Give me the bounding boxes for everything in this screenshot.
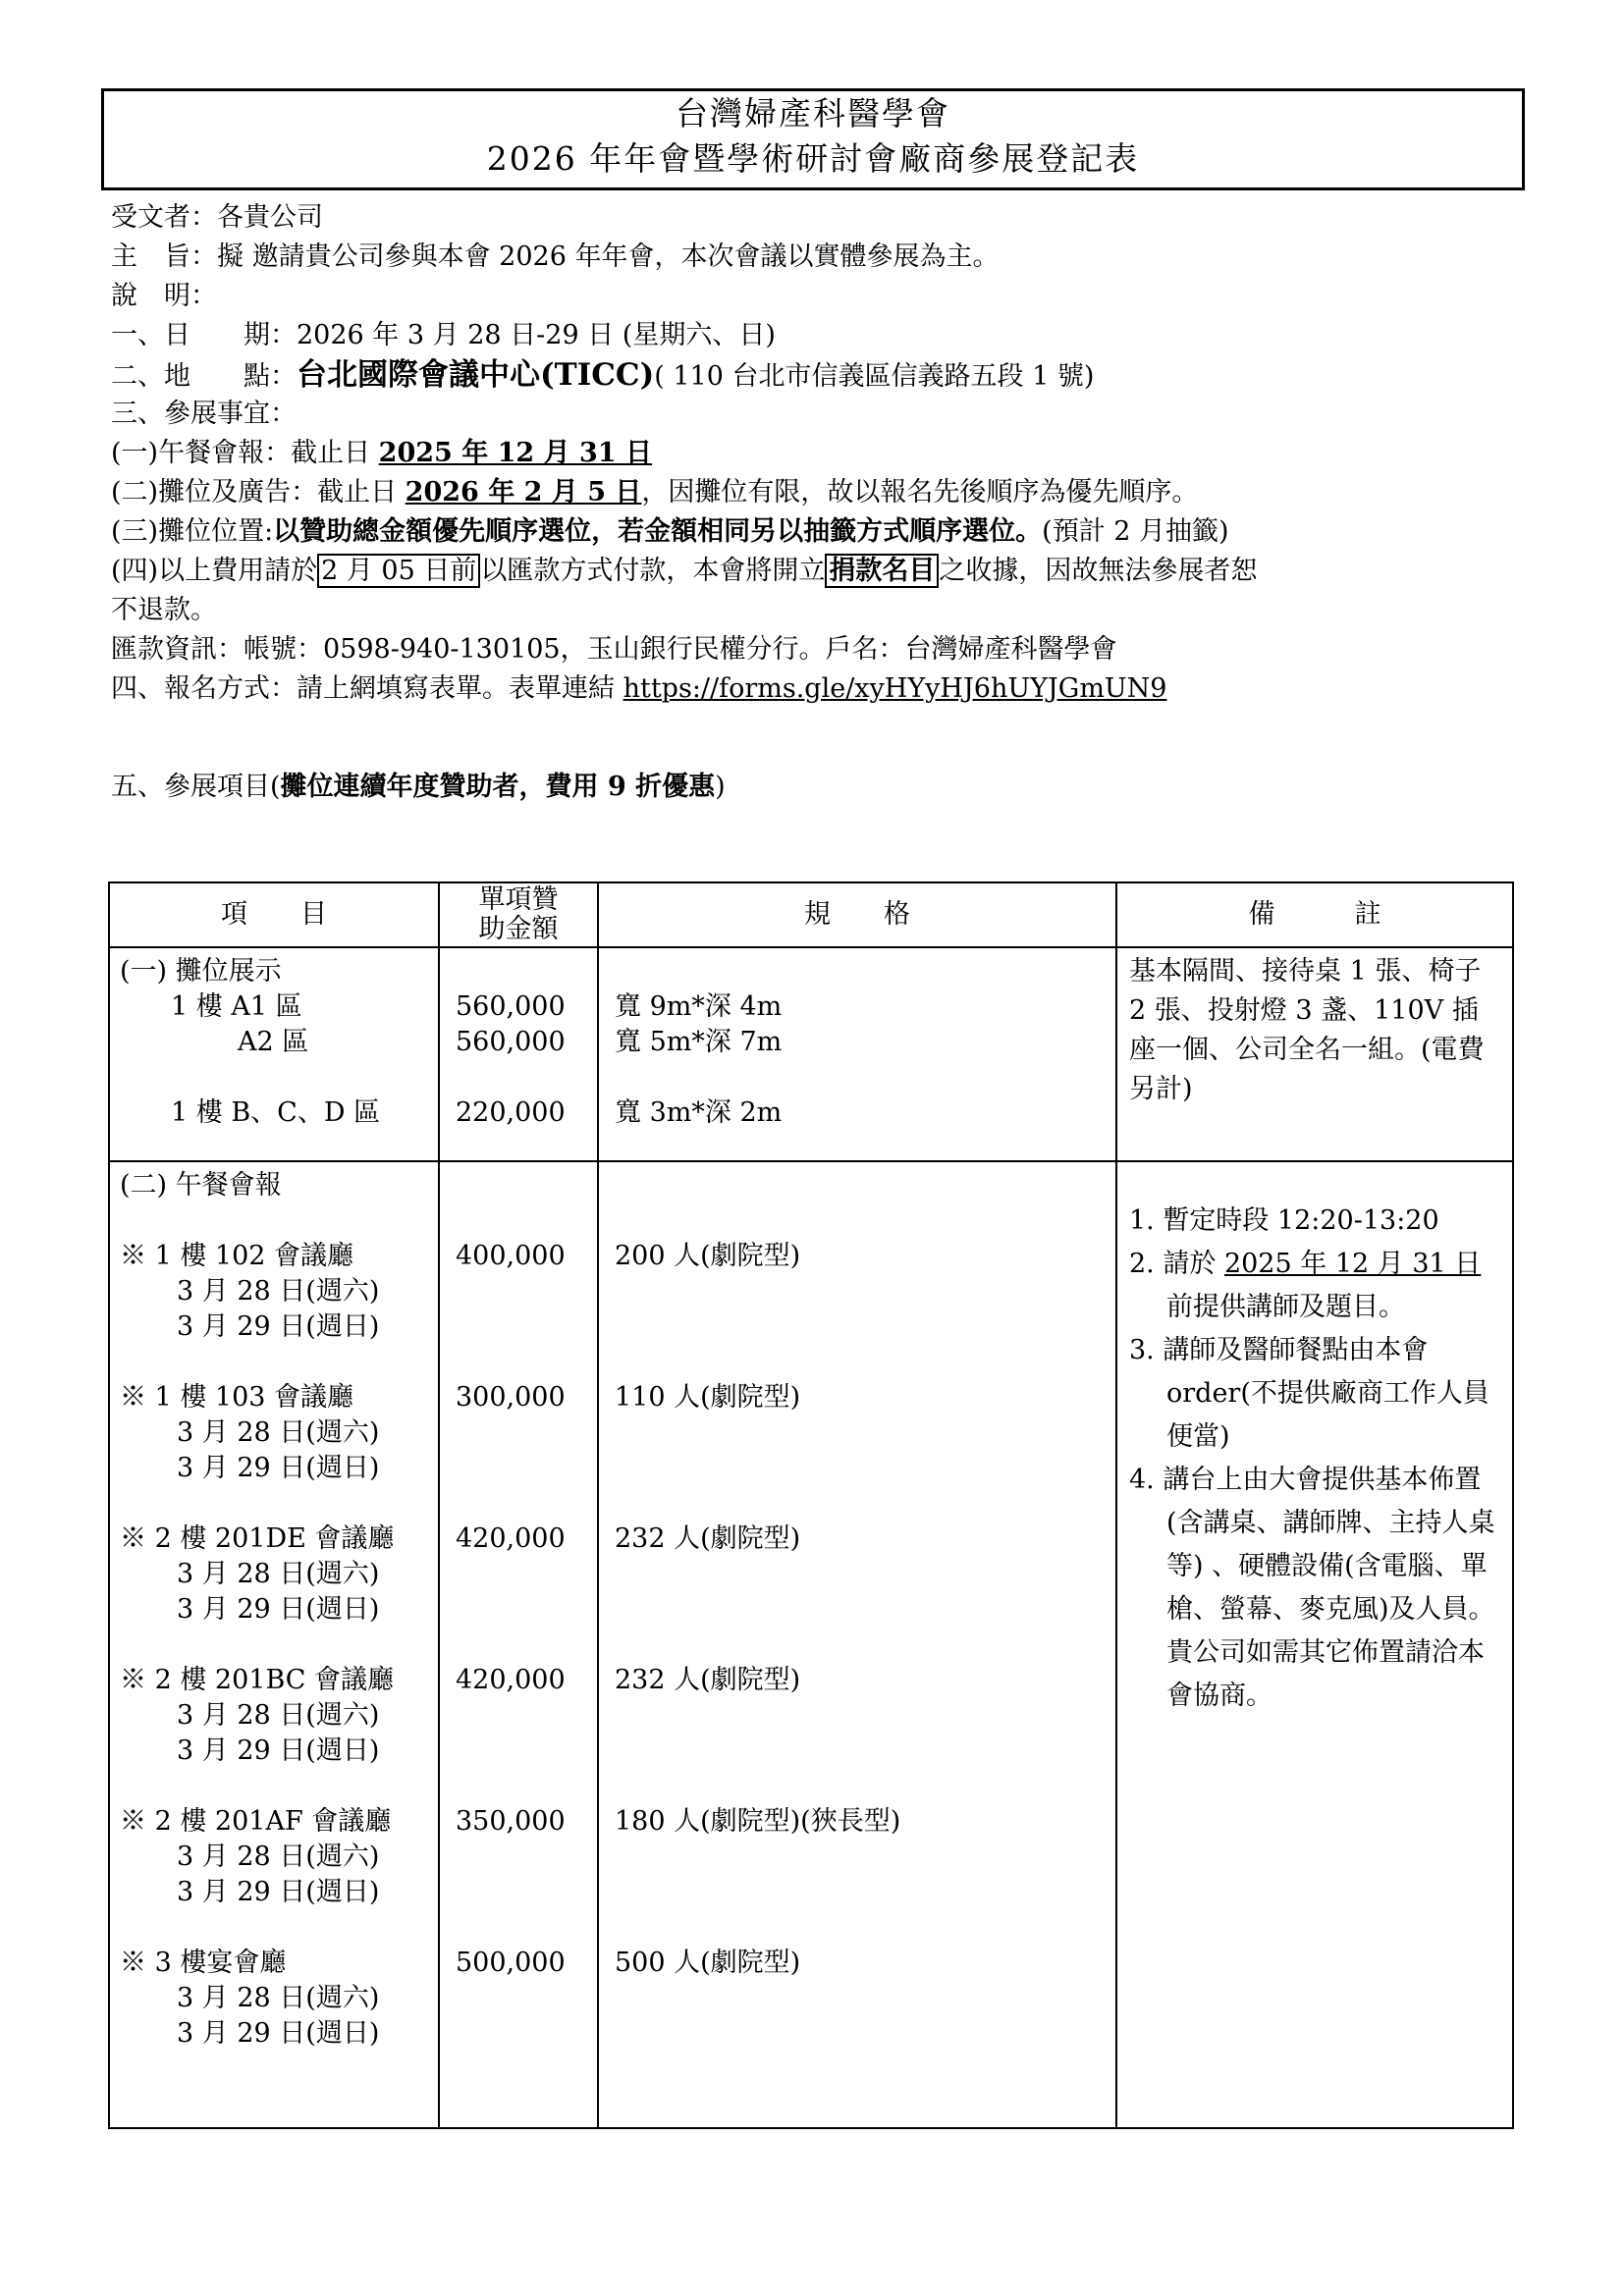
intro-section xyxy=(111,198,1525,807)
payment-line xyxy=(111,552,1525,591)
table-header-row xyxy=(109,882,1513,947)
location-label: 二、地 點： xyxy=(111,361,297,392)
signup-label: 四、報名方式：請上網填寫表單。表單連結 xyxy=(111,673,623,704)
exhibit-header: 三、參展事宜： xyxy=(111,399,297,429)
lunch-remark-4: 4. 講台上由大會提供基本佈置 (含講桌、講師牌、主持人桌等) 、硬體設備(含電腦、單槍、螢幕、麥克風)及人員。貴公司如需其它佈置請洽本會協商。 xyxy=(1129,1465,1495,1711)
booth-position-rule: 以贊助總金額優先順序選位，若金額相同另以抽籤方式順序選位。 xyxy=(273,516,1043,547)
booth-title: (一) 攤位展示 xyxy=(120,956,282,987)
lunch-remark-1: 1. 暫定時段 12:20-13:20 xyxy=(1129,1205,1439,1236)
explain-line: 說 明： xyxy=(111,281,217,311)
room-103-d1: 3 月 28 日(週六) xyxy=(177,1417,380,1448)
room-201bc-amount: 420,000 xyxy=(456,1665,566,1695)
room-102-amount: 400,000 xyxy=(456,1241,566,1271)
booth-a2-amount: 560,000 xyxy=(456,1027,566,1057)
lunch-row xyxy=(109,1161,1513,2128)
room-201bc-spec: 232 人(劇院型) xyxy=(615,1665,801,1695)
signup-line xyxy=(111,669,1525,709)
location-address: ( 110 台北市信義區信義路五段 1 號) xyxy=(654,361,1095,392)
room-201af: ※ 2 樓 201AF 會議廳 xyxy=(120,1806,392,1837)
payment-date: 2 月 05 日前 xyxy=(317,554,480,588)
booth-deadline-note: ，因攤位有限，故以報名先後順序為優先順序。 xyxy=(641,477,1199,507)
room-201af-spec: 180 人(劇院型)(狹長型) xyxy=(615,1806,901,1837)
lunch-spec-cell xyxy=(598,1161,1116,2128)
booth-deadline: 2026 年 2 月 5 日 xyxy=(405,477,642,507)
receipt-type: 捐款名目 xyxy=(825,554,939,588)
room-201af-d2: 3 月 29 日(週日) xyxy=(177,1877,380,1907)
room-103-d2: 3 月 29 日(週日) xyxy=(177,1453,380,1483)
signup-link[interactable]: https://forms.gle/xyHYyHJ6hUYJGmUN9 xyxy=(623,673,1167,704)
booth-blank-amount xyxy=(450,1060,587,1095)
room-201de: ※ 2 樓 201DE 會議廳 xyxy=(120,1523,395,1554)
lunch-remark-2-suffix: 前提供講師及題目。 xyxy=(1166,1292,1405,1322)
lunch-remark-2 xyxy=(1129,1243,1500,1329)
items-header xyxy=(111,768,1525,807)
room-201bc-d2: 3 月 29 日(週日) xyxy=(177,1735,380,1766)
lunch-remark-3: 3. 講師及醫師餐點由本會 order(不提供廠商工作人員便當) xyxy=(1129,1335,1489,1452)
recipient-line: 受文者：各貴公司 xyxy=(111,202,323,233)
items-label: 五、參展項目( xyxy=(111,772,281,802)
booth-amount-cell xyxy=(439,947,598,1161)
room-102: ※ 1 樓 102 會議廳 xyxy=(120,1241,354,1271)
room-103: ※ 1 樓 103 會議廳 xyxy=(120,1382,354,1413)
header-remark: 備 註 xyxy=(1116,882,1513,947)
remit-line: 匯款資訊：帳號：0598-940-130105，玉山銀行民權分行。戶名：台灣婦產科醫學會 xyxy=(111,634,1117,665)
room-102-d2: 3 月 29 日(週日) xyxy=(177,1311,380,1342)
payment-label: (四)以上費用請於 xyxy=(111,556,318,586)
booth-a2-spec: 寬 5m*深 7m xyxy=(615,1027,783,1057)
booth-spec-cell xyxy=(598,947,1116,1161)
room-102-d1: 3 月 28 日(週六) xyxy=(177,1276,380,1307)
booth-remark: 基本隔間、接待桌 1 張、椅子 2 張、投射燈 3 盞、110V 插座一個、公司全名一組。(電費另計) xyxy=(1129,956,1485,1104)
booth-blank xyxy=(120,1060,428,1095)
location-line xyxy=(111,355,1525,395)
room-103-amount: 300,000 xyxy=(456,1382,566,1413)
lunch-remark-2-prefix: 2. 請於 xyxy=(1129,1249,1224,1279)
header-amount-text: 單項贊助金額 xyxy=(478,884,559,944)
booth-row xyxy=(109,947,1513,1161)
header-spec: 規 格 xyxy=(598,882,1116,947)
items-table xyxy=(108,881,1514,2129)
room-banquet-spec: 500 人(劇院型) xyxy=(615,1948,801,1978)
booth-items-cell xyxy=(109,947,439,1161)
booth-deadline-line xyxy=(111,473,1525,512)
lunch-remark-2-date: 2025 年 12 月 31 日 xyxy=(1223,1249,1482,1279)
room-201de-d2: 3 月 29 日(週日) xyxy=(177,1594,380,1625)
booth-position-label: (三)攤位位置: xyxy=(111,516,274,547)
lunch-items-cell xyxy=(109,1161,439,2128)
room-103-spec: 110 人(劇院型) xyxy=(615,1382,801,1413)
booth-a1: 1 樓 A1 區 xyxy=(171,991,302,1022)
room-201af-amount: 350,000 xyxy=(456,1806,566,1837)
room-201de-spec: 232 人(劇院型) xyxy=(615,1523,801,1554)
purpose-line: 主 旨：擬 邀請貴公司參與本會 2026 年年會，本次會議以實體參展為主。 xyxy=(111,241,1000,272)
room-201af-d1: 3 月 28 日(週六) xyxy=(177,1842,380,1872)
room-201bc-d1: 3 月 28 日(週六) xyxy=(177,1700,380,1731)
lunch-title: (二) 午餐會報 xyxy=(120,1170,282,1201)
booth-a1-amount: 560,000 xyxy=(456,991,566,1022)
lunch-deadline: 2025 年 12 月 31 日 xyxy=(378,438,652,468)
booth-bcd-amount: 220,000 xyxy=(456,1097,566,1128)
title-box xyxy=(101,88,1525,190)
date-line: 一、日 期：2026 年 3 月 28 日-29 日 (星期六、日) xyxy=(111,320,776,350)
room-201de-d1: 3 月 28 日(週六) xyxy=(177,1559,380,1589)
booth-blank-spec xyxy=(609,1060,1106,1095)
items-discount: 攤位連續年度贊助者，費用 9 折優惠 xyxy=(280,772,716,802)
room-banquet: ※ 3 樓宴會廳 xyxy=(120,1948,287,1978)
lunch-amount-cell xyxy=(439,1161,598,2128)
room-banquet-amount: 500,000 xyxy=(456,1948,566,1978)
room-201de-amount: 420,000 xyxy=(456,1523,566,1554)
booth-a1-spec: 寬 9m*深 4m xyxy=(615,991,783,1022)
booth-position-note: (預計 2 月抽籤) xyxy=(1042,516,1229,547)
location-name: 台北國際會議中心(TICC) xyxy=(297,357,655,393)
room-banquet-d2: 3 月 29 日(週日) xyxy=(177,2018,380,2049)
form-title: 2026 年年會暨學術研討會廠商參展登記表 xyxy=(486,139,1140,178)
booth-deadline-label: (二)攤位及廣告：截止日 xyxy=(111,477,406,507)
room-102-spec: 200 人(劇院型) xyxy=(615,1241,801,1271)
lunch-deadline-label: (一)午餐會報：截止日 xyxy=(111,438,379,468)
payment-note: 之收據，因故無法參展者恕 xyxy=(939,556,1258,586)
booth-position-line xyxy=(111,512,1525,552)
lunch-remark-cell xyxy=(1116,1161,1513,2128)
payment-line-cont: 不退款。 xyxy=(111,595,217,625)
payment-mid: 以匯款方式付款，本會將開立 xyxy=(480,556,826,586)
header-item: 項 目 xyxy=(109,882,439,947)
header-amount xyxy=(439,882,598,947)
booth-a2: A2 區 xyxy=(238,1027,309,1057)
org-title: 台灣婦產科醫學會 xyxy=(676,94,950,133)
booth-remark-cell xyxy=(1116,947,1513,1161)
items-close: ) xyxy=(715,772,726,802)
lunch-deadline-line xyxy=(111,434,1525,473)
room-banquet-d1: 3 月 28 日(週六) xyxy=(177,1983,380,2013)
room-201bc: ※ 2 樓 201BC 會議廳 xyxy=(120,1665,395,1695)
booth-bcd: 1 樓 B、C、D 區 xyxy=(171,1097,381,1128)
booth-bcd-spec: 寬 3m*深 2m xyxy=(615,1097,783,1128)
